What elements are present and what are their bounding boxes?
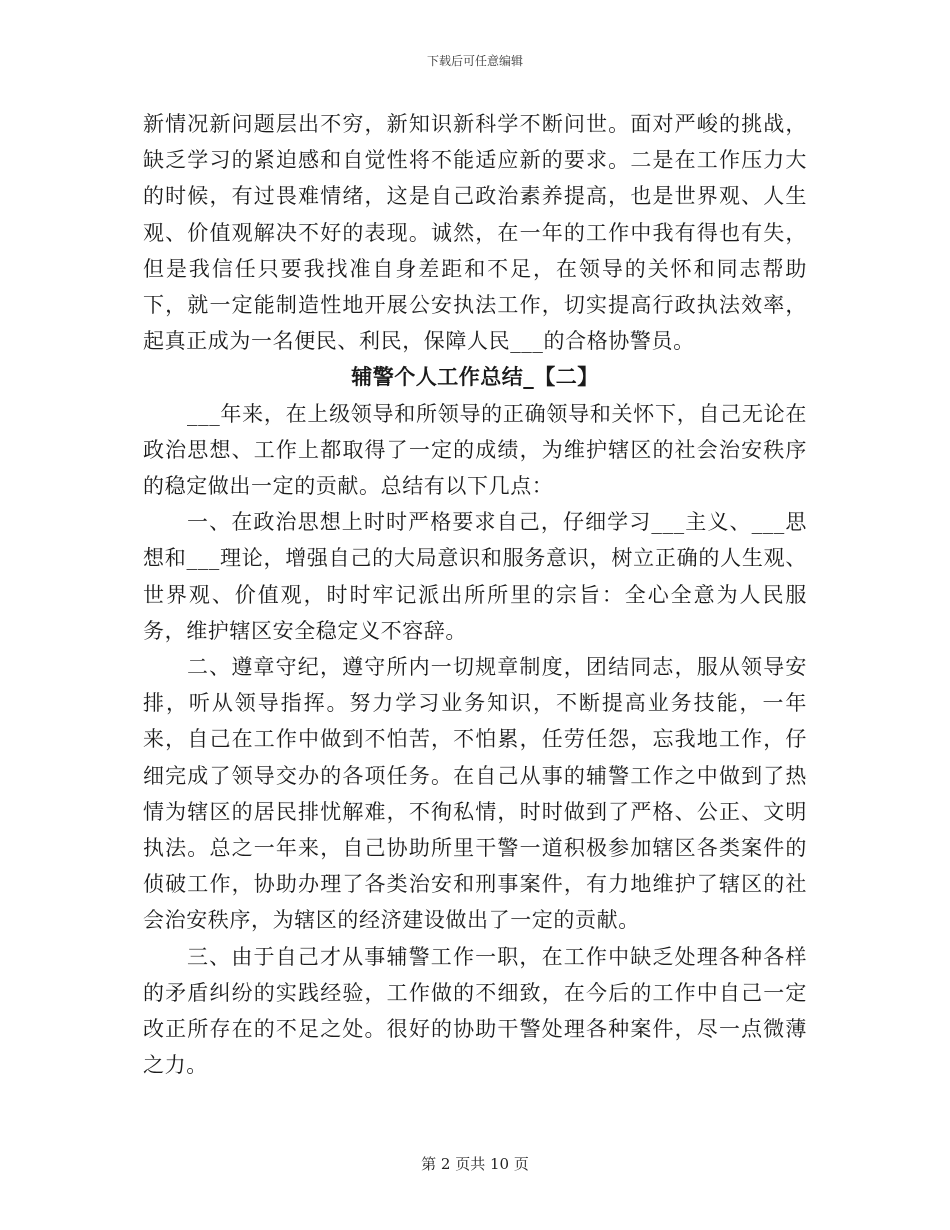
paragraph-1: ___年来，在上级领导和所领导的正确领导和关怀下，自己无论在政治思想、工作上都取得了一定的成绩，为维护辖区的社会治安秩序的稳定做出一定的贡献。总结有以下几点：	[143, 401, 807, 499]
paragraph-3: 二、遵章守纪，遵守所内一切规章制度，团结同志，服从领导安排，听从领导指挥。努力学习业务知识，不断提高业务技能，一年来，自己在工作中做到不怕苦，不怕累，任劳任怨，忘我地工作，仔细完成了领导交办的各项任务。在自己从事的辅警工作之中做到了热情为辖区的居民排忧解难，不徇私情，时时做到了严格、公正、文明执法。总之一年来，自己协助所里干警一道积极参加辖区各类案件的侦破工作，协助办理了各类治安和刑事案件，有力地维护了辖区的社会治安秩序，为辖区的经济建设做出了一定的贡献。	[143, 655, 807, 933]
section-title: 辅警个人工作总结_【二】	[351, 365, 599, 390]
document-body	[143, 106, 807, 1083]
header-note: 下载后可任意编辑	[426, 54, 523, 68]
page-number: 第 2 页共 10 页	[421, 1155, 529, 1173]
paragraph-4: 三、由于自己才从事辅警工作一职，在工作中缺乏处理各种各样的矛盾纠纷的实践经验，工作做的不细致，在今后的工作中自己一定改正所存在的不足之处。很好的协助干警处理各种案件，尽一点微薄之力。	[143, 944, 807, 1078]
intro-paragraph: 新情况新问题层出不穷，新知识新科学不断问世。面对严峻的挑战，缺乏学习的紧迫感和自觉性将不能适应新的要求。二是在工作压力大的时候，有过畏难情绪，这是自己政治素养提高，也是世界观、人生观、价值观解决不好的表现。诚然，在一年的工作中我有得也有失，但是我信任只要我找准自身差距和不足，在领导的关怀和同志帮助下，就一定能制造性地开展公安执法工作，切实提高行政执法效率，起真正成为一名便民、利民，保障人民___的合格协警员。	[143, 112, 807, 354]
paragraph-2: 一、在政治思想上时时严格要求自己，仔细学习___主义、___思想和___理论，增强自己的大局意识和服务意识，树立正确的人生观、世界观、价值观，时时牢记派出所所里的宗旨：全心全意为人民服务，维护辖区安全稳定义不容辞。	[143, 510, 807, 643]
